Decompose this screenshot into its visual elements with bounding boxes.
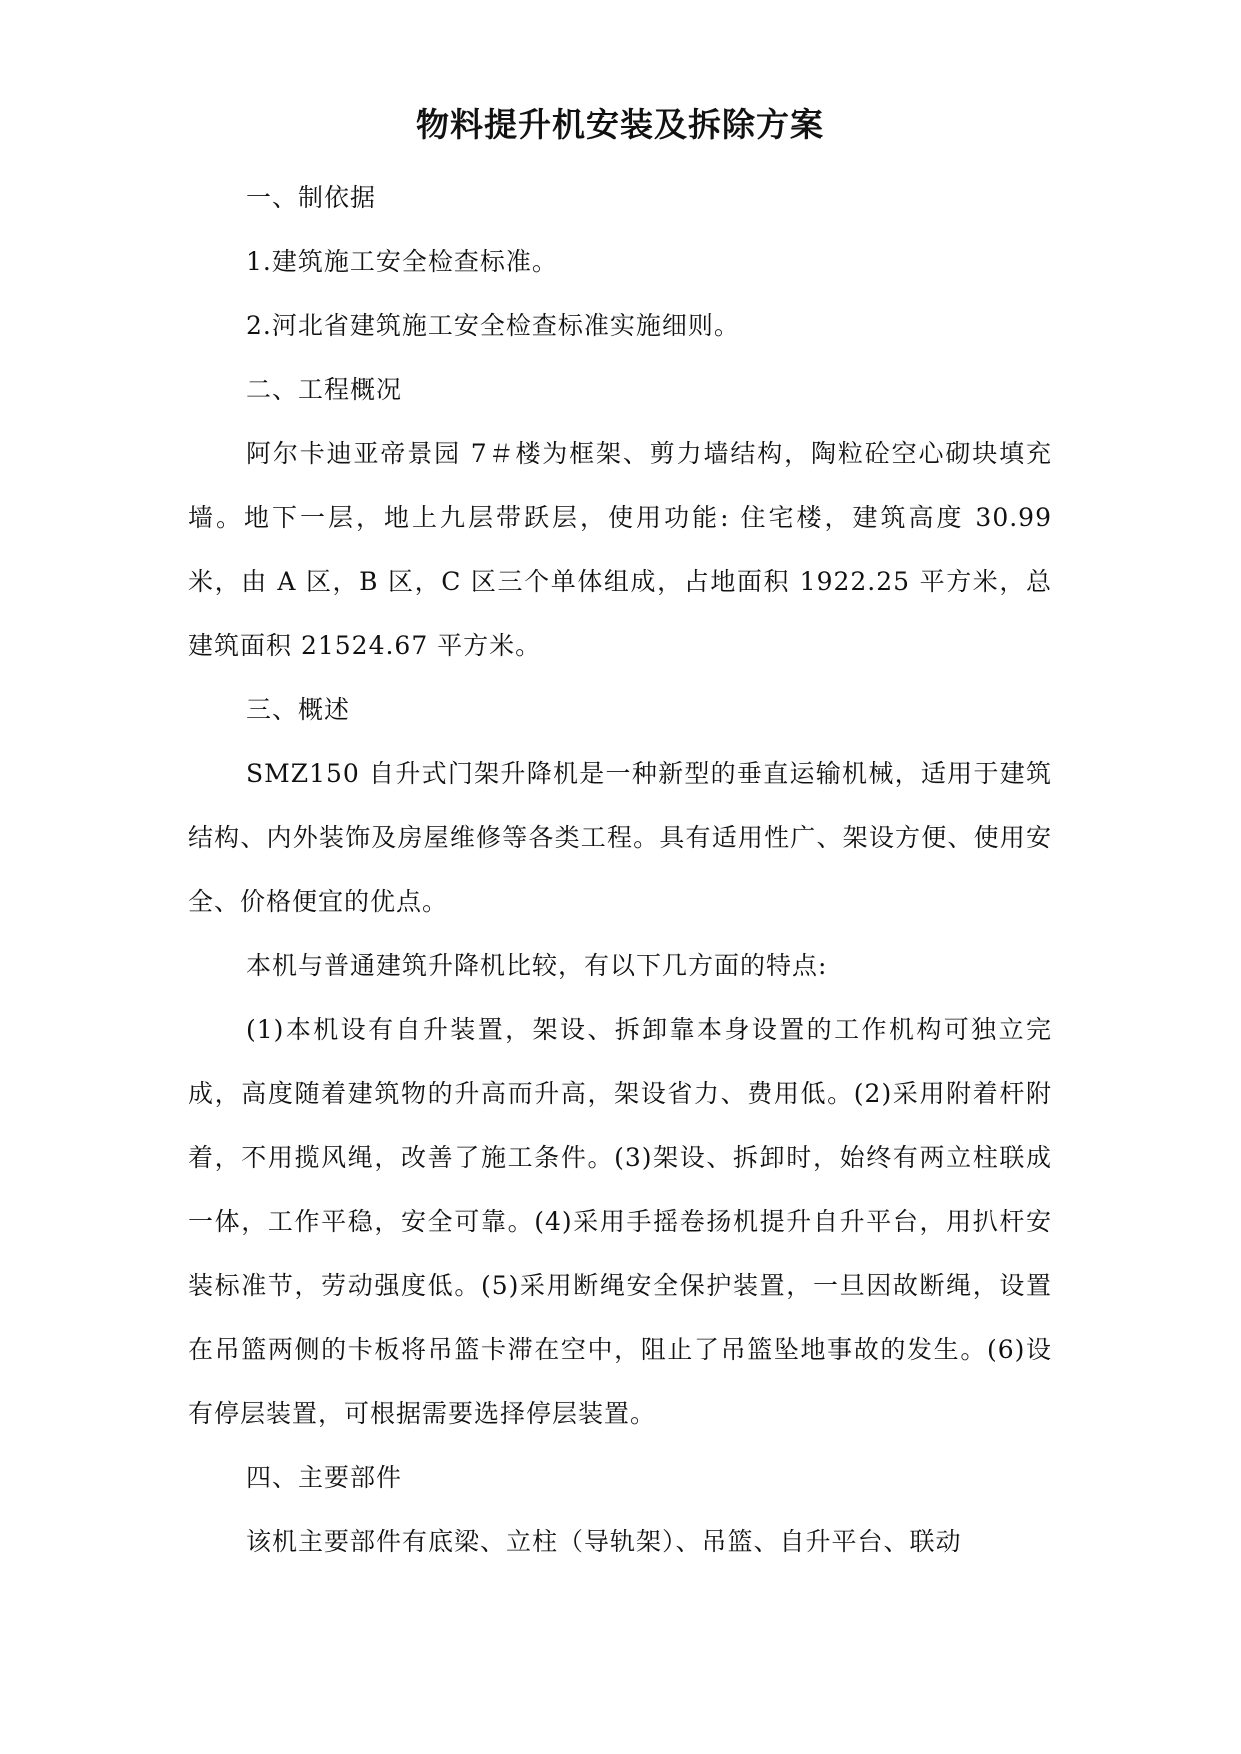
section-heading-summary: 三、概述: [246, 695, 351, 724]
overview-paragraph: 阿尔卡迪亚帝景园 7＃楼为框架、剪力墙结构，陶粒砼空心砌块填充墙。地下一层，地上九层带跃层，使用功能: 住宅楼，建筑高度 30.99 米，由 A 区，B 区，C 区三个单体组成，占地面积 1922.25 平方米，总建筑面积 21524.67 平方米。: [188, 439, 1052, 660]
document-title: 物料提升机安装及拆除方案: [416, 105, 824, 144]
features-intro: 本机与普通建筑升降机比较，有以下几方面的特点:: [246, 951, 828, 980]
basis-item-2: 2.河北省建筑施工安全检查标准实施细则。: [246, 311, 740, 340]
section-heading-components: 四、主要部件: [246, 1463, 403, 1492]
section-heading-basis: 一、制依据: [246, 183, 377, 212]
document-page: [188, 100, 1052, 1574]
summary-paragraph: SMZ150 自升式门架升降机是一种新型的垂直运输机械，适用于建筑结构、内外装饰及房屋维修等各类工程。具有适用性广、架设方便、使用安全、价格便宜的优点。: [188, 759, 1052, 916]
section-heading-overview: 二、工程概况: [246, 375, 403, 404]
features-list-paragraph: (1)本机设有自升装置，架设、拆卸靠本身设置的工作机构可独立完成，高度随着建筑物的升高而升高，架设省力、费用低。(2)采用附着杆附着，不用揽风绳，改善了施工条件。(3)架设、拆卸时，始终有两立柱联成一体，工作平稳，安全可靠。(4)采用手摇卷扬机提升自升平台，用扒杆安装标准节，劳动强度低。(5)采用断绳安全保护装置，一旦因故断绳，设置在吊篮两侧的卡板将吊篮卡滞在空中，阻止了吊篮坠地事故的发生。(6)设有停层装置，可根据需要选择停层装置。: [188, 1015, 1052, 1428]
components-paragraph: 该机主要部件有底梁、立柱（导轨架）、吊篮、自升平台、联动: [246, 1527, 962, 1556]
basis-item-1: 1.建筑施工安全检查标准。: [246, 247, 558, 276]
